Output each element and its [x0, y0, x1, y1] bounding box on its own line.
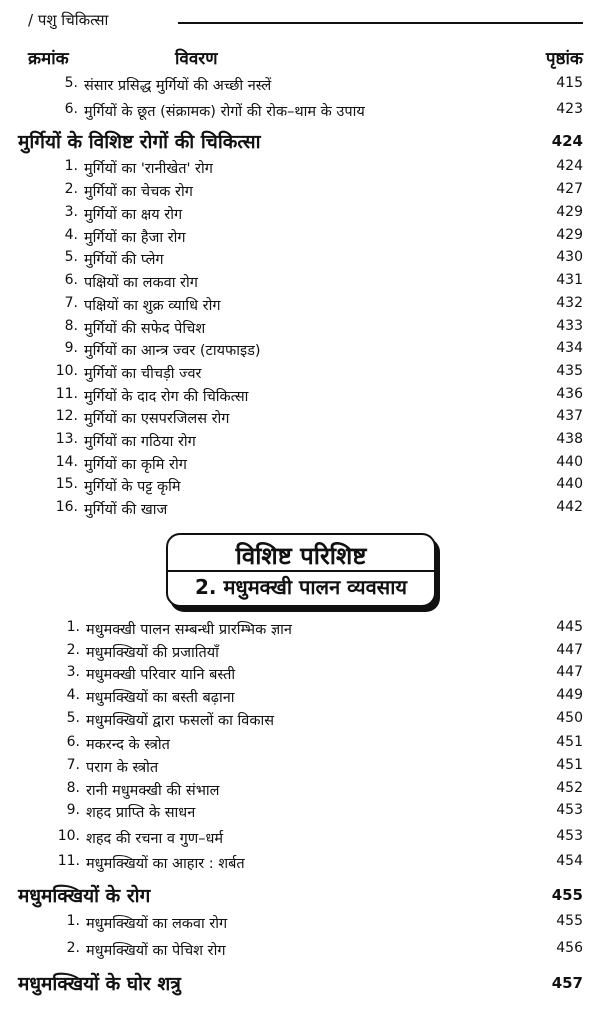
item-page: 437 — [556, 408, 583, 424]
item-title: मुर्गियों का चीचड़ी ज्वर — [84, 366, 202, 382]
item-number: 2. — [66, 642, 80, 658]
item-title: मुर्गियों का आन्त्र ज्वर (टायफाइड) — [84, 343, 261, 359]
item-number: 9. — [64, 340, 78, 356]
section-title: मधुमक्खियों के रोग — [18, 885, 151, 907]
item-page: 454 — [556, 853, 583, 869]
column-detail: विवरण — [175, 49, 218, 69]
item-title: पराग के स्त्रोत — [86, 760, 159, 776]
running-header — [28, 10, 583, 34]
item-page: 424 — [556, 158, 583, 174]
item-page: 455 — [556, 913, 583, 929]
list-item — [0, 619, 601, 643]
appendix-heading: विशिष्ट परिशिष्ट — [235, 542, 367, 570]
item-number: 6. — [66, 734, 80, 750]
list-item — [0, 687, 601, 711]
section-heading — [0, 128, 601, 156]
item-title: मुर्गियों का हैजा रोग — [84, 230, 186, 246]
list-item — [0, 499, 601, 523]
item-title: पक्षियों का लकवा रोग — [84, 275, 198, 291]
banner-divider — [168, 570, 434, 572]
item-page: 453 — [556, 802, 583, 818]
item-number: 6. — [64, 272, 78, 288]
list-item — [0, 913, 601, 937]
item-number: 9. — [66, 802, 80, 818]
list-item — [0, 431, 601, 455]
item-page: 456 — [556, 940, 583, 956]
item-number: 6. — [64, 101, 78, 117]
item-number: 16. — [55, 499, 78, 515]
item-title: रानी मधुमक्खी की संभाल — [86, 783, 220, 799]
list-item — [0, 734, 601, 758]
item-number: 10. — [55, 363, 78, 379]
header-rule — [178, 22, 583, 24]
item-number: 11. — [57, 853, 80, 869]
item-page: 434 — [556, 340, 583, 356]
item-title: शहद प्राप्ति के साधन — [86, 805, 196, 821]
list-item — [0, 664, 601, 688]
item-page: 431 — [556, 272, 583, 288]
item-number: 8. — [64, 318, 78, 334]
list-item — [0, 101, 601, 125]
list-item — [0, 853, 601, 877]
item-title: मुर्गियों के छूत (संक्रामक) रोगों की रोक–थाम के उपाय — [84, 104, 365, 120]
item-page: 440 — [556, 476, 583, 492]
item-page: 423 — [556, 101, 583, 117]
item-page: 452 — [556, 780, 583, 796]
list-item — [0, 757, 601, 781]
list-item — [0, 710, 601, 734]
section-title: मधुमक्खियों के घोर शत्रु — [18, 973, 181, 995]
item-page: 440 — [556, 454, 583, 470]
list-item — [0, 642, 601, 666]
item-page: 427 — [556, 181, 583, 197]
item-number: 1. — [66, 619, 80, 635]
item-title: मधुमक्खियों की प्रजातियाँ — [86, 645, 219, 661]
section-heading — [0, 882, 601, 910]
item-page: 450 — [556, 710, 583, 726]
item-page: 433 — [556, 318, 583, 334]
item-number: 8. — [66, 780, 80, 796]
item-number: 15. — [55, 476, 78, 492]
column-page: पृष्ठांक — [545, 49, 583, 69]
item-number: 10. — [57, 828, 80, 844]
item-number: 2. — [64, 181, 78, 197]
item-page: 432 — [556, 295, 583, 311]
list-item — [0, 204, 601, 228]
item-number: 5. — [64, 249, 78, 265]
item-title: मधुमक्खियों का बस्ती बढ़ाना — [86, 690, 235, 706]
item-number: 13. — [55, 431, 78, 447]
list-item — [0, 802, 601, 826]
item-page: 435 — [556, 363, 583, 379]
item-title: मुर्गियों का क्षय रोग — [84, 207, 183, 223]
list-item — [0, 75, 601, 99]
list-item — [0, 940, 601, 964]
item-title: संसार प्रसिद्ध मुर्गियों की अच्छी नस्लें — [84, 78, 272, 94]
item-number: 5. — [64, 75, 78, 91]
list-item — [0, 227, 601, 251]
list-item — [0, 780, 601, 804]
item-page: 436 — [556, 386, 583, 402]
item-page: 429 — [556, 204, 583, 220]
list-item — [0, 340, 601, 364]
header-text: / पशु चिकित्सा — [28, 10, 114, 30]
item-title: मधुमक्खी परिवार यानि बस्ती — [86, 667, 236, 683]
item-page: 430 — [556, 249, 583, 265]
list-item — [0, 408, 601, 432]
item-title: मुर्गियों का 'रानीखेत' रोग — [84, 161, 213, 177]
column-serial: क्रमांक — [28, 49, 69, 69]
item-number: 1. — [66, 913, 80, 929]
item-number: 7. — [66, 757, 80, 773]
item-title: पक्षियों का शुक्र व्याधि रोग — [84, 298, 221, 314]
item-title: मुर्गियों का कृमि रोग — [84, 457, 187, 473]
item-number: 4. — [66, 687, 80, 703]
list-item — [0, 454, 601, 478]
item-number: 7. — [64, 295, 78, 311]
item-number: 4. — [64, 227, 78, 243]
item-page: 451 — [556, 734, 583, 750]
item-number: 3. — [64, 204, 78, 220]
list-item — [0, 386, 601, 410]
list-item — [0, 158, 601, 182]
section-page: 455 — [551, 886, 583, 904]
item-number: 14. — [55, 454, 78, 470]
item-page: 445 — [556, 619, 583, 635]
list-item — [0, 181, 601, 205]
item-page: 415 — [556, 75, 583, 91]
item-page: 442 — [556, 499, 583, 515]
list-item — [0, 828, 601, 852]
item-title: मुर्गियों का चेचक रोग — [84, 184, 193, 200]
section-page: 457 — [551, 974, 583, 992]
item-page: 429 — [556, 227, 583, 243]
item-number: 12. — [55, 408, 78, 424]
item-title: मधुमक्खियों का लकवा रोग — [86, 916, 228, 932]
item-title: मुर्गियों का गठिया रोग — [84, 434, 196, 450]
item-title: मधुमक्खियों का पेचिश रोग — [86, 943, 226, 959]
item-page: 453 — [556, 828, 583, 844]
item-page: 447 — [556, 664, 583, 680]
section-page: 424 — [551, 132, 583, 150]
item-number: 5. — [66, 710, 80, 726]
section-title: मुर्गियों के विशिष्ट रोगों की चिकित्सा — [18, 131, 261, 153]
item-number: 3. — [66, 664, 80, 680]
item-title: मुर्गियों के पट्ट कृमि — [84, 479, 181, 495]
item-page: 449 — [556, 687, 583, 703]
item-title: मधुमक्खी पालन सम्बन्धी प्रारम्भिक ज्ञान — [86, 622, 292, 638]
list-item — [0, 363, 601, 387]
item-page: 447 — [556, 642, 583, 658]
item-title: मुर्गियों के दाद रोग की चिकित्सा — [84, 389, 249, 405]
appendix-subheading: 2. मधुमक्खी पालन व्यवसाय — [194, 575, 407, 599]
list-item — [0, 476, 601, 500]
item-title: मुर्गियों की सफेद पेचिश — [84, 321, 206, 337]
item-title: मुर्गियों की प्लेग — [84, 252, 164, 268]
appendix-banner — [166, 533, 436, 607]
item-page: 451 — [556, 757, 583, 773]
item-number: 11. — [55, 386, 78, 402]
item-title: मुर्गियों की खाज — [84, 502, 168, 518]
list-item — [0, 272, 601, 296]
list-item — [0, 295, 601, 319]
item-title: शहद की रचना व गुण–धर्म — [86, 831, 224, 847]
item-number: 2. — [66, 940, 80, 956]
item-title: मकरन्द के स्त्रोत — [86, 737, 170, 753]
list-item — [0, 318, 601, 342]
section-heading — [0, 970, 601, 998]
item-title: मधुमक्खियों द्वारा फसलों का विकास — [86, 713, 275, 729]
list-item — [0, 249, 601, 273]
item-title: मधुमक्खियों का आहार : शर्बत — [86, 856, 245, 872]
item-title: मुर्गियों का एसपरजिलस रोग — [84, 411, 230, 427]
item-number: 1. — [64, 158, 78, 174]
item-page: 438 — [556, 431, 583, 447]
